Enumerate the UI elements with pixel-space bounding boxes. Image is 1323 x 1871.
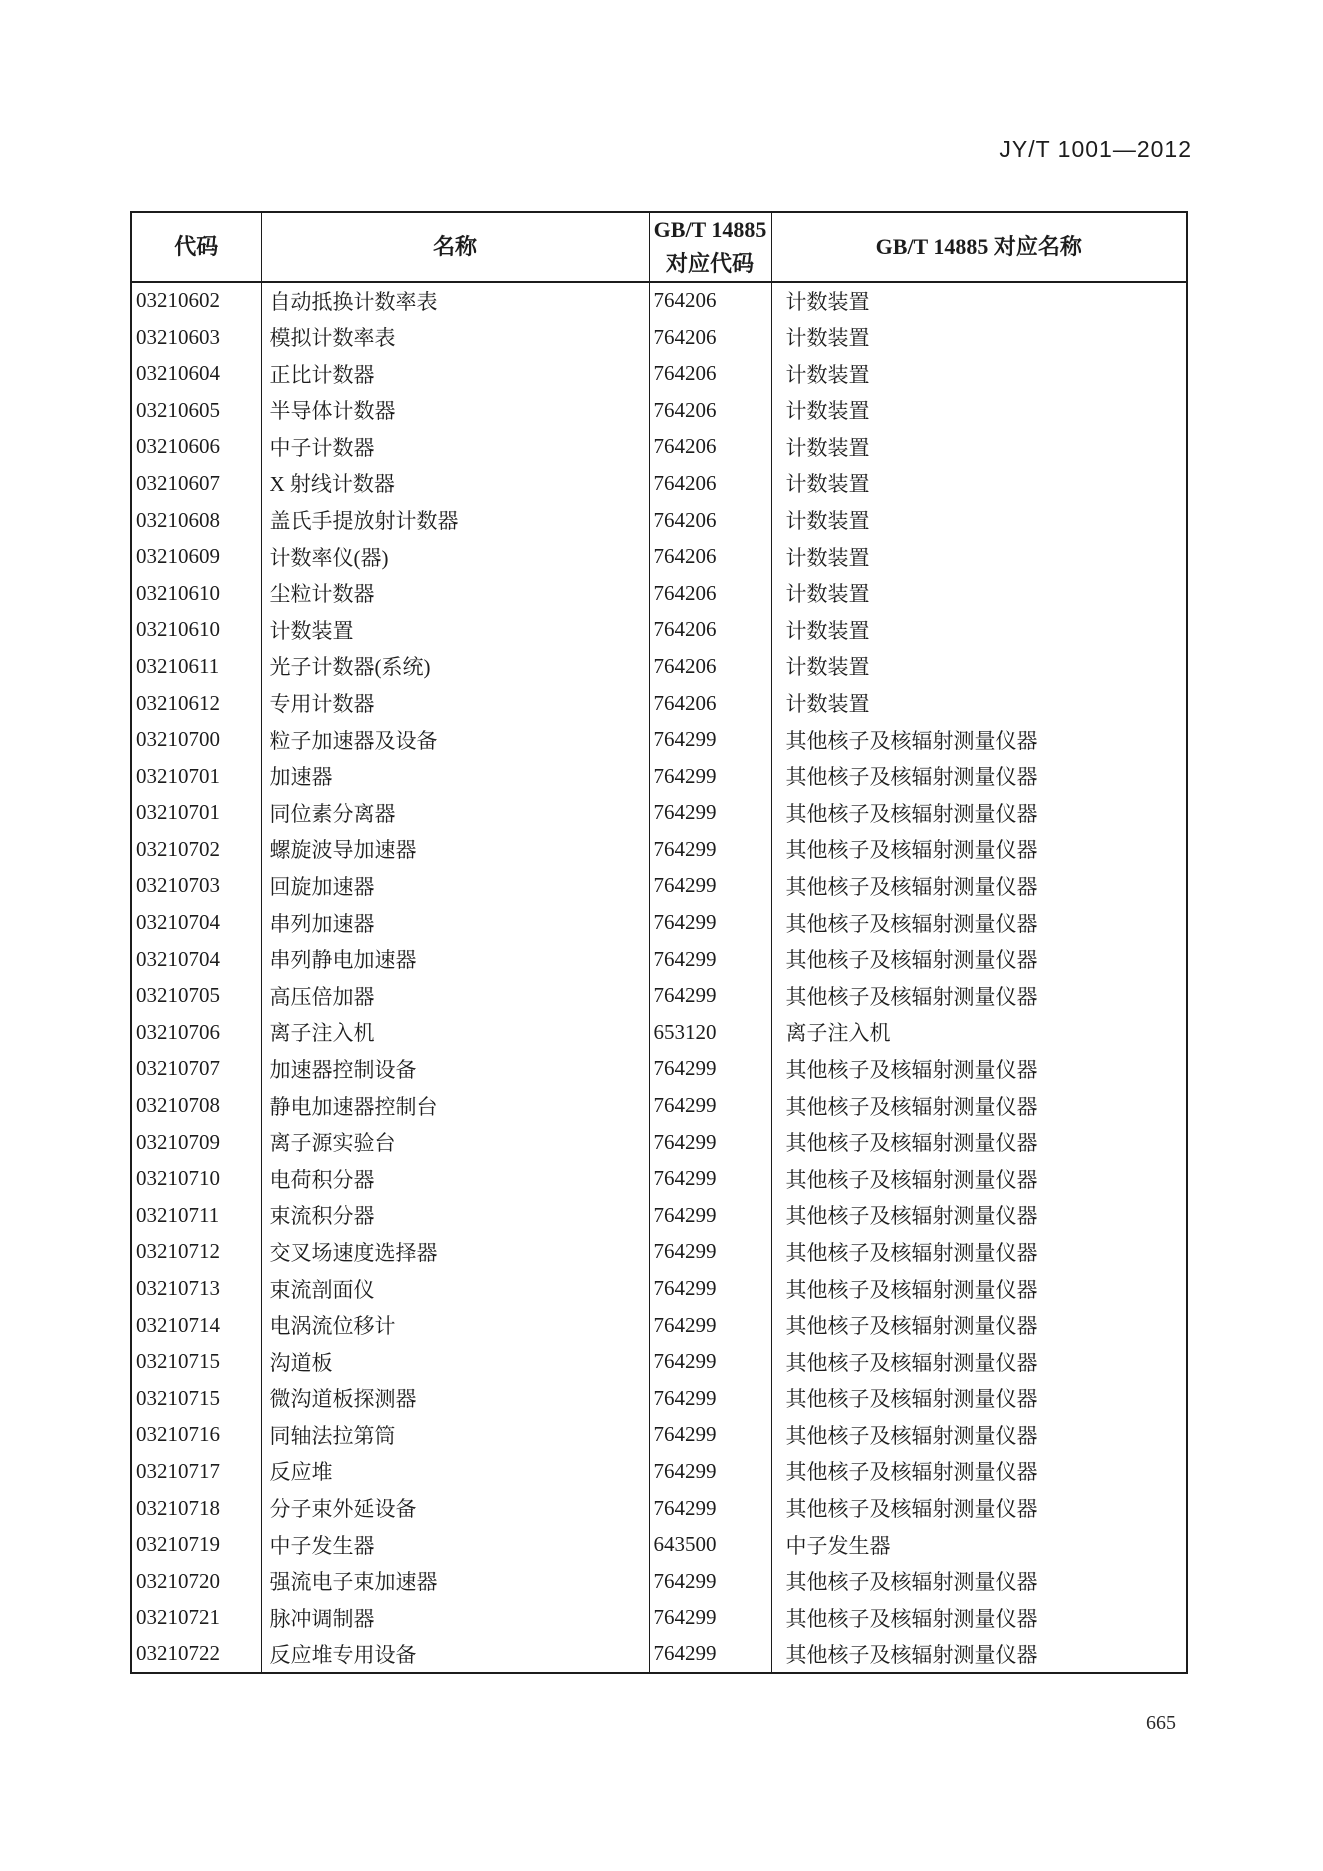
cell-gb-code: 764299 [649, 1636, 771, 1673]
column-header-gb-code [649, 212, 771, 282]
page-number: 665 [1146, 1712, 1176, 1734]
cell-code: 03210603 [131, 319, 261, 356]
cell-gb-name: 计数装置 [771, 355, 1187, 392]
cell-gb-code: 764206 [649, 392, 771, 429]
cell-gb-name: 其他核子及核辐射测量仪器 [771, 1490, 1187, 1527]
table-header-row [131, 212, 1187, 282]
cell-gb-code: 764299 [649, 1600, 771, 1637]
cell-name: 静电加速器控制台 [261, 1087, 649, 1124]
cell-gb-name: 离子注入机 [771, 1014, 1187, 1051]
cell-gb-code: 764206 [649, 648, 771, 685]
cell-name: 电荷积分器 [261, 1160, 649, 1197]
cell-code: 03210713 [131, 1270, 261, 1307]
cell-gb-code: 764299 [649, 977, 771, 1014]
cell-gb-code: 764299 [649, 1453, 771, 1490]
table-row [131, 1563, 1187, 1600]
table-row [131, 1600, 1187, 1637]
cell-name: 离子注入机 [261, 1014, 649, 1051]
cell-gb-name: 其他核子及核辐射测量仪器 [771, 721, 1187, 758]
cell-code: 03210610 [131, 575, 261, 612]
column-header-gb-name-label: GB/T 14885 对应名称 [875, 234, 1082, 260]
cell-code: 03210716 [131, 1417, 261, 1454]
cell-code: 03210701 [131, 758, 261, 795]
column-header-name-label: 名称 [432, 234, 477, 260]
table-row [131, 575, 1187, 612]
cell-gb-name: 其他核子及核辐射测量仪器 [771, 1234, 1187, 1271]
cell-gb-name: 计数装置 [771, 502, 1187, 539]
cell-gb-name: 计数装置 [771, 429, 1187, 466]
table-row [131, 868, 1187, 905]
cell-name: 高压倍加器 [261, 977, 649, 1014]
column-header-name [261, 212, 649, 282]
table-row [131, 1270, 1187, 1307]
cell-code: 03210719 [131, 1526, 261, 1563]
cell-gb-name: 其他核子及核辐射测量仪器 [771, 1417, 1187, 1454]
cell-gb-name: 其他核子及核辐射测量仪器 [771, 831, 1187, 868]
cell-gb-name: 计数装置 [771, 575, 1187, 612]
cell-name: 加速器控制设备 [261, 1051, 649, 1088]
cell-name: 同轴法拉第筒 [261, 1417, 649, 1454]
cell-name: 盖氏手提放射计数器 [261, 502, 649, 539]
cell-gb-name: 其他核子及核辐射测量仪器 [771, 758, 1187, 795]
table-row [131, 831, 1187, 868]
cell-gb-name: 其他核子及核辐射测量仪器 [771, 1307, 1187, 1344]
cell-gb-name: 其他核子及核辐射测量仪器 [771, 1270, 1187, 1307]
cell-code: 03210722 [131, 1636, 261, 1673]
table-header [131, 212, 1187, 282]
cell-code: 03210705 [131, 977, 261, 1014]
table-row [131, 1160, 1187, 1197]
column-header-code-label: 代码 [174, 234, 219, 260]
cell-gb-code: 764299 [649, 1234, 771, 1271]
table-body [131, 282, 1187, 1673]
cell-name: 强流电子束加速器 [261, 1563, 649, 1600]
cell-gb-code: 764206 [649, 575, 771, 612]
table-row [131, 1197, 1187, 1234]
table-row [131, 1490, 1187, 1527]
cell-code: 03210702 [131, 831, 261, 868]
table-row [131, 502, 1187, 539]
cell-gb-code: 764299 [649, 1380, 771, 1417]
cell-gb-name: 计数装置 [771, 465, 1187, 502]
table-row [131, 1307, 1187, 1344]
cell-gb-code: 764206 [649, 538, 771, 575]
cell-gb-code: 653120 [649, 1014, 771, 1051]
cell-gb-name: 其他核子及核辐射测量仪器 [771, 795, 1187, 832]
cell-code: 03210606 [131, 429, 261, 466]
cell-code: 03210718 [131, 1490, 261, 1527]
cell-name: 中子计数器 [261, 429, 649, 466]
table-row [131, 1453, 1187, 1490]
cell-gb-code: 764206 [649, 319, 771, 356]
cell-code: 03210714 [131, 1307, 261, 1344]
cell-gb-name: 其他核子及核辐射测量仪器 [771, 1051, 1187, 1088]
table-row [131, 1087, 1187, 1124]
cell-gb-code: 764206 [649, 685, 771, 722]
table-row [131, 1526, 1187, 1563]
cell-gb-name: 其他核子及核辐射测量仪器 [771, 1380, 1187, 1417]
cell-name: 粒子加速器及设备 [261, 721, 649, 758]
cell-gb-name: 其他核子及核辐射测量仪器 [771, 1124, 1187, 1161]
column-header-gb-code-line2: 对应代码 [665, 251, 754, 277]
cell-gb-name: 计数装置 [771, 282, 1187, 319]
cell-gb-code: 764206 [649, 282, 771, 319]
cell-gb-code: 764299 [649, 868, 771, 905]
table-row [131, 941, 1187, 978]
table-row [131, 977, 1187, 1014]
cell-name: 自动抵换计数率表 [261, 282, 649, 319]
cell-gb-name: 其他核子及核辐射测量仪器 [771, 977, 1187, 1014]
table-row [131, 1234, 1187, 1271]
column-header-gb-code-line1: GB/T 14885 [653, 217, 767, 242]
cell-gb-code: 764299 [649, 1160, 771, 1197]
cell-name: 微沟道板探测器 [261, 1380, 649, 1417]
table-row [131, 1051, 1187, 1088]
cell-code: 03210710 [131, 1160, 261, 1197]
cell-gb-code: 764206 [649, 429, 771, 466]
cell-code: 03210610 [131, 612, 261, 649]
cell-name: 沟道板 [261, 1343, 649, 1380]
cell-name: 计数装置 [261, 612, 649, 649]
cell-code: 03210709 [131, 1124, 261, 1161]
table-row [131, 612, 1187, 649]
table-row [131, 465, 1187, 502]
cell-gb-name: 其他核子及核辐射测量仪器 [771, 941, 1187, 978]
table-row [131, 1636, 1187, 1673]
table-row [131, 392, 1187, 429]
cell-code: 03210602 [131, 282, 261, 319]
cell-gb-code: 764206 [649, 612, 771, 649]
cell-gb-code: 764299 [649, 1270, 771, 1307]
cell-name: 加速器 [261, 758, 649, 795]
column-header-code [131, 212, 261, 282]
cell-name: 专用计数器 [261, 685, 649, 722]
cell-gb-code: 764206 [649, 502, 771, 539]
cell-gb-code: 764299 [649, 904, 771, 941]
cell-code: 03210717 [131, 1453, 261, 1490]
cell-code: 03210708 [131, 1087, 261, 1124]
cell-gb-code: 764299 [649, 758, 771, 795]
table-row [131, 795, 1187, 832]
cell-gb-name: 其他核子及核辐射测量仪器 [771, 868, 1187, 905]
cell-gb-name: 其他核子及核辐射测量仪器 [771, 1160, 1187, 1197]
cell-gb-name: 其他核子及核辐射测量仪器 [771, 1197, 1187, 1234]
code-mapping-table [130, 211, 1188, 1674]
table-row [131, 282, 1187, 319]
cell-code: 03210712 [131, 1234, 261, 1271]
cell-gb-code: 764206 [649, 465, 771, 502]
cell-gb-name: 其他核子及核辐射测量仪器 [771, 904, 1187, 941]
cell-gb-code: 764299 [649, 1197, 771, 1234]
cell-code: 03210711 [131, 1197, 261, 1234]
table-row [131, 721, 1187, 758]
cell-gb-name: 计数装置 [771, 685, 1187, 722]
cell-gb-code: 764299 [649, 1343, 771, 1380]
cell-gb-code: 764299 [649, 831, 771, 868]
cell-gb-name: 计数装置 [771, 612, 1187, 649]
cell-name: 脉冲调制器 [261, 1600, 649, 1637]
table-row [131, 1014, 1187, 1051]
cell-code: 03210707 [131, 1051, 261, 1088]
table-row [131, 1124, 1187, 1161]
cell-name: 光子计数器(系统) [261, 648, 649, 685]
column-header-gb-name [771, 212, 1187, 282]
cell-name: 正比计数器 [261, 355, 649, 392]
cell-name: 模拟计数率表 [261, 319, 649, 356]
cell-name: 电涡流位移计 [261, 1307, 649, 1344]
table-row [131, 904, 1187, 941]
cell-code: 03210715 [131, 1343, 261, 1380]
cell-code: 03210703 [131, 868, 261, 905]
cell-gb-name: 计数装置 [771, 538, 1187, 575]
cell-code: 03210608 [131, 502, 261, 539]
cell-gb-name: 中子发生器 [771, 1526, 1187, 1563]
cell-gb-name: 其他核子及核辐射测量仪器 [771, 1600, 1187, 1637]
cell-code: 03210612 [131, 685, 261, 722]
cell-name: 计数率仪(器) [261, 538, 649, 575]
cell-code: 03210721 [131, 1600, 261, 1637]
cell-code: 03210704 [131, 941, 261, 978]
cell-gb-code: 764299 [649, 1124, 771, 1161]
cell-name: 尘粒计数器 [261, 575, 649, 612]
cell-gb-code: 764206 [649, 355, 771, 392]
cell-gb-name: 其他核子及核辐射测量仪器 [771, 1563, 1187, 1600]
cell-code: 03210607 [131, 465, 261, 502]
table-row [131, 758, 1187, 795]
cell-gb-code: 764299 [649, 1490, 771, 1527]
table-row [131, 319, 1187, 356]
cell-gb-code: 764299 [649, 1563, 771, 1600]
cell-code: 03210704 [131, 904, 261, 941]
cell-gb-code: 643500 [649, 1526, 771, 1563]
cell-code: 03210700 [131, 721, 261, 758]
table-row [131, 685, 1187, 722]
cell-code: 03210715 [131, 1380, 261, 1417]
cell-name: 串列加速器 [261, 904, 649, 941]
cell-name: 交叉场速度选择器 [261, 1234, 649, 1271]
cell-name: X 射线计数器 [261, 465, 649, 502]
cell-name: 同位素分离器 [261, 795, 649, 832]
cell-code: 03210604 [131, 355, 261, 392]
cell-code: 03210609 [131, 538, 261, 575]
cell-name: 束流积分器 [261, 1197, 649, 1234]
cell-name: 束流剖面仪 [261, 1270, 649, 1307]
cell-gb-code: 764299 [649, 1417, 771, 1454]
table-row [131, 1343, 1187, 1380]
cell-gb-name: 其他核子及核辐射测量仪器 [771, 1636, 1187, 1673]
table-row [131, 1417, 1187, 1454]
cell-name: 离子源实验台 [261, 1124, 649, 1161]
cell-name: 反应堆专用设备 [261, 1636, 649, 1673]
cell-gb-name: 其他核子及核辐射测量仪器 [771, 1087, 1187, 1124]
cell-code: 03210605 [131, 392, 261, 429]
cell-gb-code: 764299 [649, 1087, 771, 1124]
table-row [131, 648, 1187, 685]
table-row [131, 538, 1187, 575]
cell-gb-code: 764299 [649, 941, 771, 978]
cell-gb-code: 764299 [649, 1051, 771, 1088]
cell-name: 回旋加速器 [261, 868, 649, 905]
cell-code: 03210701 [131, 795, 261, 832]
table-row [131, 355, 1187, 392]
cell-name: 分子束外延设备 [261, 1490, 649, 1527]
cell-name: 反应堆 [261, 1453, 649, 1490]
cell-gb-code: 764299 [649, 1307, 771, 1344]
cell-gb-code: 764299 [649, 795, 771, 832]
cell-name: 中子发生器 [261, 1526, 649, 1563]
cell-gb-name: 计数装置 [771, 319, 1187, 356]
cell-code: 03210611 [131, 648, 261, 685]
cell-name: 串列静电加速器 [261, 941, 649, 978]
cell-gb-name: 计数装置 [771, 648, 1187, 685]
cell-gb-name: 计数装置 [771, 392, 1187, 429]
table-row [131, 429, 1187, 466]
cell-gb-name: 其他核子及核辐射测量仪器 [771, 1343, 1187, 1380]
cell-name: 螺旋波导加速器 [261, 831, 649, 868]
cell-code: 03210720 [131, 1563, 261, 1600]
cell-name: 半导体计数器 [261, 392, 649, 429]
cell-gb-name: 其他核子及核辐射测量仪器 [771, 1453, 1187, 1490]
table-row [131, 1380, 1187, 1417]
cell-gb-code: 764299 [649, 721, 771, 758]
cell-code: 03210706 [131, 1014, 261, 1051]
standard-reference: JY/T 1001—2012 [999, 136, 1192, 162]
